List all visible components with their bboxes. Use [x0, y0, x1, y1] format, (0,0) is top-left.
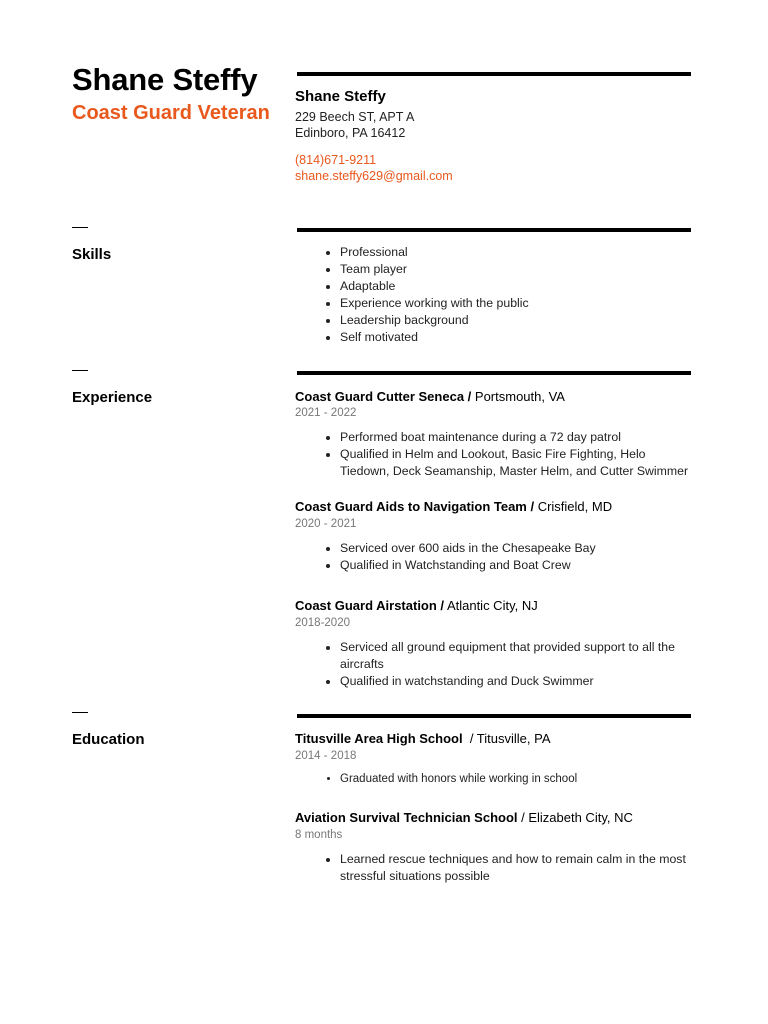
school-heading [295, 731, 551, 746]
job-org: Coast Guard Airstation / [295, 598, 445, 613]
school-dates: 2014 - 2018 [295, 750, 357, 762]
section-dash [72, 227, 88, 228]
job-org: Coast Guard Cutter Seneca / [295, 389, 472, 404]
job-bullet: • Qualified in Watchstanding and Boat Crew [340, 557, 690, 574]
skill-item: • Professional [340, 244, 690, 261]
school-location: / Titusville, PA [462, 731, 551, 746]
job-heading [295, 598, 538, 613]
divider-rule [297, 371, 691, 375]
skill-item: • Experience working with the public [340, 295, 690, 312]
job-bullet: • Serviced over 600 aids in the Chesapeake Bay [340, 540, 690, 557]
experience-title: Experience [72, 389, 153, 406]
job-location: Portsmouth, VA [471, 389, 565, 404]
job-bullet: • Serviced all ground equipment that provided support to all the aircrafts [340, 639, 690, 673]
skill-item: • Adaptable [340, 278, 690, 295]
divider-rule [297, 228, 691, 232]
job-heading [295, 389, 565, 404]
job-bullet: • Qualified in watchstanding and Duck Swimmer [340, 673, 690, 690]
school-bullets [295, 851, 690, 885]
job-bullets [295, 540, 690, 574]
address-line-1: 229 Beech ST, APT A [295, 110, 415, 124]
school-heading [295, 810, 633, 825]
skill-item: • Leadership background [340, 312, 690, 329]
section-dash [72, 712, 88, 713]
divider-rule [297, 72, 691, 76]
section-dash [72, 370, 88, 371]
skill-item: • Team player [340, 261, 690, 278]
job-bullet: • Qualified in Helm and Lookout, Basic Fire Fighting, Helo Tiedown, Deck Seamanship, Master Helm, and Cutter Swimmer [340, 446, 690, 480]
job-org: Coast Guard Aids to Navigation Team / [295, 499, 535, 514]
contact-name: Shane Steffy [295, 88, 386, 105]
skill-item: • Self motivated [340, 329, 690, 346]
school-dates: 8 months [295, 829, 343, 841]
school-name: Aviation Survival Technician School [295, 810, 518, 825]
school-location: / Elizabeth City, NC [517, 810, 633, 825]
job-dates: 2018-2020 [295, 617, 350, 629]
job-dates: 2020 - 2021 [295, 518, 357, 530]
job-bullets [295, 429, 690, 480]
resume-subtitle: Coast Guard Veteran [72, 102, 270, 124]
school-bullets [295, 771, 690, 788]
email-link[interactable]: shane.steffy629@gmail.com [295, 169, 453, 183]
school-bullet: • Learned rescue techniques and how to remain calm in the most stressful situations possible [340, 851, 690, 885]
job-heading [295, 499, 612, 514]
skills-title: Skills [72, 246, 112, 263]
phone-number[interactable]: (814)671-9211 [295, 153, 377, 167]
school-bullet: • Graduated with honors while working in school [340, 771, 690, 788]
divider-rule [297, 714, 691, 718]
job-location: Atlantic City, NJ [444, 598, 538, 613]
job-bullet: • Performed boat maintenance during a 72 day patrol [340, 429, 690, 446]
job-location: Crisfield, MD [534, 499, 613, 514]
school-name: Titusville Area High School [295, 731, 463, 746]
resume-name: Shane Steffy [72, 62, 258, 97]
skills-list [295, 244, 690, 346]
address-line-2: Edinboro, PA 16412 [295, 126, 406, 140]
education-title: Education [72, 731, 145, 748]
job-dates: 2021 - 2022 [295, 407, 357, 419]
job-bullets [295, 639, 690, 690]
